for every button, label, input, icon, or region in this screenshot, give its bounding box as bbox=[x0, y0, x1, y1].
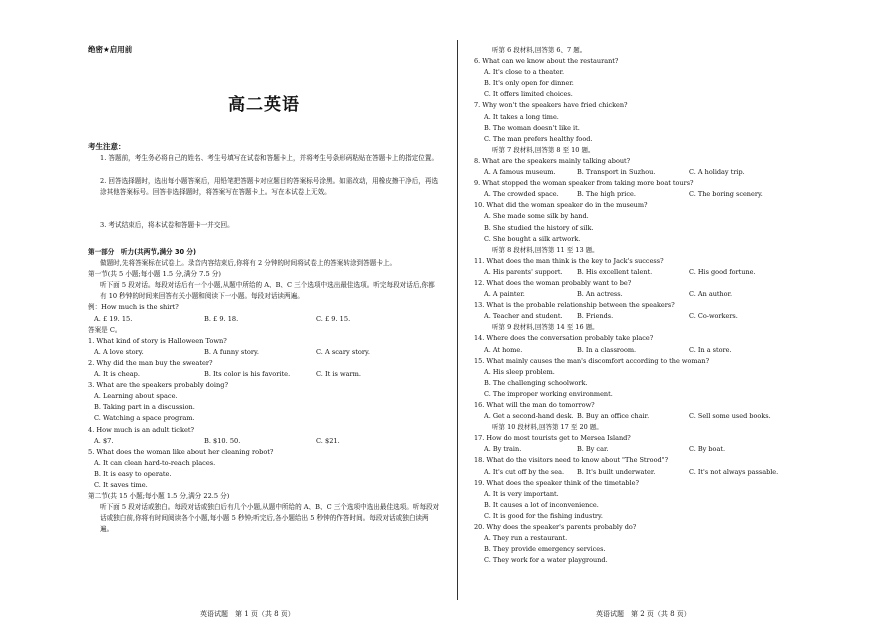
option-c: C. It's not always passable. bbox=[689, 467, 779, 476]
options-row bbox=[474, 345, 804, 356]
option: A. It's close to a theater. bbox=[484, 68, 565, 77]
option-b: B. Transport in Suzhou. bbox=[577, 168, 656, 177]
page-title: 高二英语 bbox=[228, 95, 300, 115]
option: C. They work for a water playground. bbox=[484, 556, 608, 565]
option-a: A. A famous museum. bbox=[484, 168, 556, 177]
option-a: A. £ 19. 15. bbox=[94, 314, 133, 323]
notice-item-2: 2. 回答选择题时，选出每小题答案后，用铅笔把答题卡对应题目的答案标号涂黑。如需改动，用橡皮擦干净后，再选涂其他答案标号。回答非选择题时，将答案写在答题卡上。写在本试卷上无效。 bbox=[100, 177, 439, 196]
option: C. The man prefers healthy food. bbox=[484, 134, 593, 143]
material-instruction: 听第 6 段材料,回答第 6、7 题。 bbox=[492, 46, 587, 54]
material-instruction: 听第 10 段材料,回答第 17 至 20 题。 bbox=[492, 423, 603, 432]
question: 20. Why does the speaker's parents probably do? bbox=[474, 523, 637, 532]
option: A. She made some silk by hand. bbox=[484, 212, 589, 221]
right-page bbox=[474, 0, 804, 630]
option-b: B. $10. 50. bbox=[204, 436, 241, 445]
material-instruction: 听第 9 段材料,回答第 14 至 16 题。 bbox=[492, 323, 599, 332]
option: B. It's only open for dinner. bbox=[484, 79, 574, 88]
option: A. It is very important. bbox=[484, 489, 559, 498]
question: 15. What mainly causes the man's discomfort according to the woman? bbox=[474, 356, 710, 365]
option-c: C. A holiday trip. bbox=[689, 168, 745, 177]
option-a: A. By train. bbox=[484, 445, 522, 454]
page-divider bbox=[457, 40, 458, 600]
question: 18. What do the visitors need to know about "The Strood"? bbox=[474, 456, 669, 465]
option-b: B. A funny story. bbox=[204, 347, 259, 356]
option-a: A. It is cheap. bbox=[94, 370, 140, 379]
question-3: 3. What are the speakers probably doing? bbox=[88, 381, 228, 390]
option-b: B. It's built underwater. bbox=[577, 467, 656, 476]
option-a: A. His parents' support. bbox=[484, 267, 563, 276]
section2-heading: 第二节(共 15 小题;每小题 1.5 分,满分 22.5 分) bbox=[88, 492, 230, 501]
options-row bbox=[474, 189, 804, 200]
question: 9. What stopped the woman speaker from taking more boat tours? bbox=[474, 179, 694, 188]
question: 16. What will the man do tomorrow? bbox=[474, 401, 595, 409]
option-c: C. An author. bbox=[689, 290, 733, 299]
question: 12. What does the woman probably want to be? bbox=[474, 278, 632, 287]
notice-title: 考生注意： bbox=[88, 142, 126, 151]
option-b: B. Friends. bbox=[577, 312, 614, 321]
option-b: B. It is easy to operate. bbox=[94, 469, 172, 478]
option: A. It takes a long time. bbox=[484, 112, 559, 121]
option-a: A. Teacher and student. bbox=[484, 312, 563, 321]
question: 7. Why won't the speakers have fried chicken? bbox=[474, 101, 628, 110]
option: B. The challenging schoolwork. bbox=[484, 378, 588, 387]
part1-heading: 第一部分 听力(共两节,满分 30 分) bbox=[88, 248, 197, 256]
option: C. She bought a silk artwork. bbox=[484, 234, 581, 243]
option-b: B. Taking part in a discussion. bbox=[94, 403, 195, 412]
option-b: B. In a classroom. bbox=[577, 345, 637, 354]
option-a: A. At home. bbox=[484, 345, 523, 354]
option-c: C. His good fortune. bbox=[689, 267, 756, 276]
option-c: C. Co-workers. bbox=[689, 312, 738, 321]
option-b: B. His excellent talent. bbox=[577, 267, 653, 276]
right-question-list bbox=[474, 45, 804, 566]
option-b: B. Its color is his favorite. bbox=[204, 370, 291, 379]
option: C. It offers limited choices. bbox=[484, 90, 573, 99]
question: 17. How do most tourists get to Mersea Island? bbox=[474, 434, 631, 443]
question-4-options bbox=[88, 436, 440, 447]
options-row bbox=[474, 411, 804, 422]
left-page bbox=[88, 0, 440, 630]
question: 19. What does the speaker think of the timetable? bbox=[474, 478, 639, 487]
options-row bbox=[474, 444, 804, 455]
section2-instructions: 听下面 5 段对话或独白。每段对话或独白后有几个小题,从题中所给的 A、B、C 三个选项中选出最佳选项。听每段对话或独白前,你将有时间阅读各个小题,每小题 5 秒钟;听完后,各小题给出 5 秒钟的作答时间。每段对话或独白读两遍。 bbox=[100, 503, 440, 534]
section1-instructions: 听下面 5 段对话。每段对话后有一个小题,从题中所给的 A、B、C 三个选项中选出最佳选项。听完每段对话后,你都有 10 秒钟的时间来回答有关小题和阅读下一小题。每段对话读两遍。 bbox=[100, 281, 435, 301]
part1-intro: 做题时,先将答案标在试卷上。录音内容结束后,你将有 2 分钟的时间将试卷上的答案转涂到答题卡上。 bbox=[100, 259, 397, 268]
option-c: C. $21. bbox=[316, 436, 340, 445]
question-5: 5. What does the woman like about her cleaning robot? bbox=[88, 447, 274, 456]
options-row bbox=[474, 289, 804, 300]
option-c: C. A scary story. bbox=[316, 347, 370, 356]
option-b: B. Buy an office chair. bbox=[577, 412, 650, 421]
example-options bbox=[88, 314, 440, 325]
notice-item-1: 1. 答题前，考生务必将自己的姓名、考生号填写在试卷和答题卡上，并将考生号条形码粘贴在答题卡上的指定位置。 bbox=[100, 154, 439, 162]
options-row bbox=[474, 167, 804, 178]
option: B. The woman doesn't like it. bbox=[484, 123, 580, 132]
option-c: C. In a store. bbox=[689, 345, 732, 354]
question: 10. What did the woman speaker do in the museum? bbox=[474, 201, 648, 210]
option-c: C. Sell some used books. bbox=[689, 412, 771, 421]
option-a: A. It's cut off by the sea. bbox=[484, 467, 565, 476]
example-question: 例：How much is the shirt? bbox=[88, 303, 179, 312]
option: B. It causes a lot of inconvenience. bbox=[484, 500, 599, 509]
option-a: A. The crowded space. bbox=[484, 190, 559, 199]
option-a: A. $7. bbox=[94, 436, 114, 445]
listening-part bbox=[88, 247, 440, 535]
material-instruction: 听第 8 段材料,回答第 11 至 13 题。 bbox=[492, 245, 599, 254]
page-footer-left: 英语试题 第 1 页（共 8 页） bbox=[200, 610, 295, 618]
option-b: B. An actress. bbox=[577, 290, 623, 299]
example-answer: 答案是 C。 bbox=[88, 325, 122, 334]
question: 6. What can we know about the restaurant? bbox=[474, 57, 619, 66]
section1-heading: 第一节(共 5 小题;每小题 1.5 分,满分 7.5 分) bbox=[88, 270, 221, 279]
option: B. They provide emergency services. bbox=[484, 545, 606, 554]
secret-mark: 绝密★启用前 bbox=[88, 45, 133, 54]
option: C. The improper working environment. bbox=[484, 389, 613, 398]
question: 8. What are the speakers mainly talking about? bbox=[474, 156, 631, 165]
option-b: B. By car. bbox=[577, 445, 609, 454]
question: 14. Where does the conversation probably take place? bbox=[474, 334, 654, 343]
option: B. She studied the history of silk. bbox=[484, 223, 594, 232]
question: 11. What does the man think is the key to Jack's success? bbox=[474, 256, 664, 265]
options-row bbox=[474, 311, 804, 322]
question-2-options bbox=[88, 369, 440, 380]
option-c: C. It saves time. bbox=[94, 480, 148, 489]
page-footer-right: 英语试题 第 2 页（共 8 页） bbox=[596, 610, 691, 618]
options-row bbox=[474, 267, 804, 278]
option: A. His sleep problem. bbox=[484, 367, 555, 376]
option-a: A. Get a second-hand desk. bbox=[484, 412, 574, 421]
option-a: A. A love story. bbox=[94, 347, 144, 356]
option-c: C. £ 9. 15. bbox=[316, 314, 351, 323]
option-c: C. Watching a space program. bbox=[94, 414, 195, 423]
question-4: 4. How much is an adult ticket? bbox=[88, 425, 195, 434]
option-a: A. It can clean hard-to-reach places. bbox=[94, 458, 216, 467]
option-c: C. By boat. bbox=[689, 445, 726, 454]
question-1: 1. What kind of story is Halloween Town? bbox=[88, 336, 227, 345]
question-2: 2. Why did the man buy the sweater? bbox=[88, 358, 213, 367]
question: 13. What is the probable relationship between the speakers? bbox=[474, 301, 675, 310]
options-row bbox=[474, 467, 804, 478]
notice-item-3: 3. 考试结束后，将本试卷和答题卡一并交回。 bbox=[100, 221, 234, 229]
option: A. They run a restaurant. bbox=[484, 534, 568, 543]
option-c: C. It is warm. bbox=[316, 370, 362, 379]
option-b: B. The high price. bbox=[577, 190, 636, 199]
material-instruction: 听第 7 段材料,回答第 8 至 10 题。 bbox=[492, 145, 595, 154]
option-a: A. Learning about space. bbox=[94, 392, 178, 401]
option-c: C. The boring scenery. bbox=[689, 190, 763, 199]
option-a: A. A painter. bbox=[484, 290, 525, 299]
option: C. It is good for the fishing industry. bbox=[484, 511, 603, 520]
question-1-options bbox=[88, 347, 440, 358]
option-b: B. £ 9. 18. bbox=[204, 314, 239, 323]
